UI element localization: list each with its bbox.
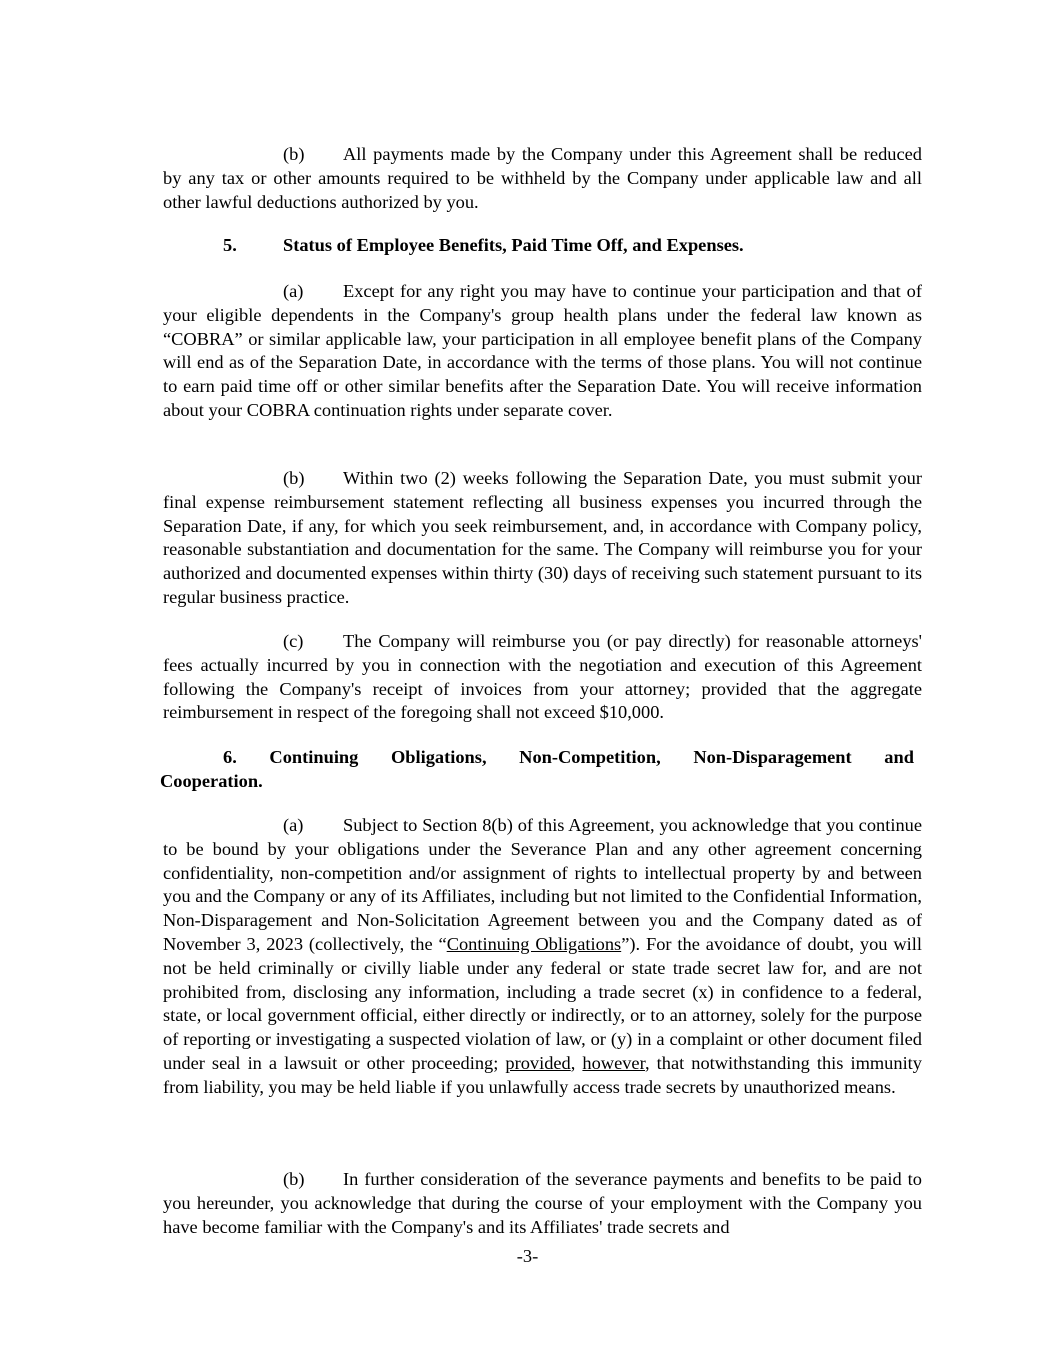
emphasis-provided: provided <box>505 1052 571 1073</box>
section-title: Status of Employee Benefits, Paid Time Off, and Expenses. <box>283 235 744 255</box>
paragraph-4b <box>163 143 922 214</box>
paragraph-5b <box>163 467 922 610</box>
paragraph-6a <box>163 814 922 1100</box>
defined-term: Continuing Obligations <box>446 933 622 954</box>
paragraph-label: (b) <box>283 468 305 488</box>
paragraph-text: The Company will reimburse you (or pay directly) for reasonable attorneys' fees actually incurred by you in connection with the negotiation and execution of this Agreement following the Company's receipt of invoices from your attorney; provided that the aggregate reimbursement in respect of the foregoing shall not exceed $10,000. <box>163 631 922 723</box>
heading-word: and <box>884 747 914 767</box>
section-number: 5. <box>223 235 237 255</box>
emphasis-however: however <box>582 1052 645 1073</box>
paragraph-text: Subject to Section 8(b) of this Agreement, you acknowledge that you continue to be bound by your obligations under the Severance Plan and any other agreement concerning confidentiality, non-competition and/or assignment of rights to intellectual property by and between you and the Company or any of its Affiliates, including but not limited to the Confidential Information, Non-Disparagement and Non-Solicitation Agreement between you and the Company dated as of November 3, 2023 (collectively, the “ <box>163 815 922 954</box>
paragraph-text: All payments made by the Company under this Agreement shall be reduced by any tax or other amounts required to be withheld by the Company under applicable law and all other lawful deductions authorized by you. <box>163 144 922 212</box>
section-number: 6. <box>223 747 237 767</box>
section-5-heading <box>223 234 744 258</box>
paragraph-label: (b) <box>283 144 305 164</box>
paragraph-label: (a) <box>283 815 304 835</box>
paragraph-5c <box>163 630 922 725</box>
heading-word: Non-Competition, <box>519 747 661 767</box>
heading-word: Obligations, <box>390 747 487 767</box>
paragraph-text: Except for any right you may have to continue your participation and that of your eligible dependents in the Company's group health plans under the federal law known as “COBRA” or similar applicable law, your participation in all employee benefit plans of the Company will end as of the Separation Date, in accordance with the terms of those plans. You will not continue to earn paid time off or other similar benefits after the Separation Date. You will receive information about your COBRA continuation rights under separate cover. <box>163 281 922 420</box>
heading-word: Non-Disparagement <box>693 747 852 767</box>
separator: , <box>570 1052 583 1073</box>
section-6-heading-line1 <box>223 746 914 770</box>
paragraph-text: ”). For the avoidance of doubt, you will not be held criminally or civilly liable under any federal or state trade secret law for, and are not prohibited from, disclosing any information, including a trade secret (x) in confidence to a federal, state, or local government official, either directly or indirectly, or to an attorney, solely for the purpose of reporting or investigating a suspected violation of law, or (y) in a complaint or other document filed under seal in a lawsuit or other proceeding; <box>163 933 922 1073</box>
section-6-heading <box>223 746 914 770</box>
paragraph-text: Within two (2) weeks following the Separation Date, you must submit your final expense reimbursement statement reflecting all business expenses you incurred through the Separation Date, if any, for which you seek reimbursement, and, in accordance with Company policy, reasonable substantiation and documentation for the same. The Company will reimburse you for your authorized and documented expenses within thirty (30) days of receiving such statement pursuant to its regular business practice. <box>163 468 922 607</box>
paragraph-label: (c) <box>283 631 304 651</box>
paragraph-5a <box>163 280 922 423</box>
paragraph-text: In further consideration of the severance payments and benefits to be paid to you hereunder, you acknowledge that during the course of your employment with the Company you have become familiar with the Company's and its Affiliates' trade secrets and <box>163 1169 922 1237</box>
paragraph-label: (a) <box>283 281 304 301</box>
heading-word: Continuing <box>269 747 359 767</box>
paragraph-label: (b) <box>283 1169 305 1189</box>
paragraph-6b <box>163 1168 922 1239</box>
page-number: -3- <box>516 1246 539 1266</box>
section-6-heading-line2: Cooperation. <box>160 771 263 791</box>
paragraph-text: , that notwithstanding this immunity from liability, you may be held liable if you unlawfully access trade secrets by unauthorized means. <box>163 1052 922 1097</box>
